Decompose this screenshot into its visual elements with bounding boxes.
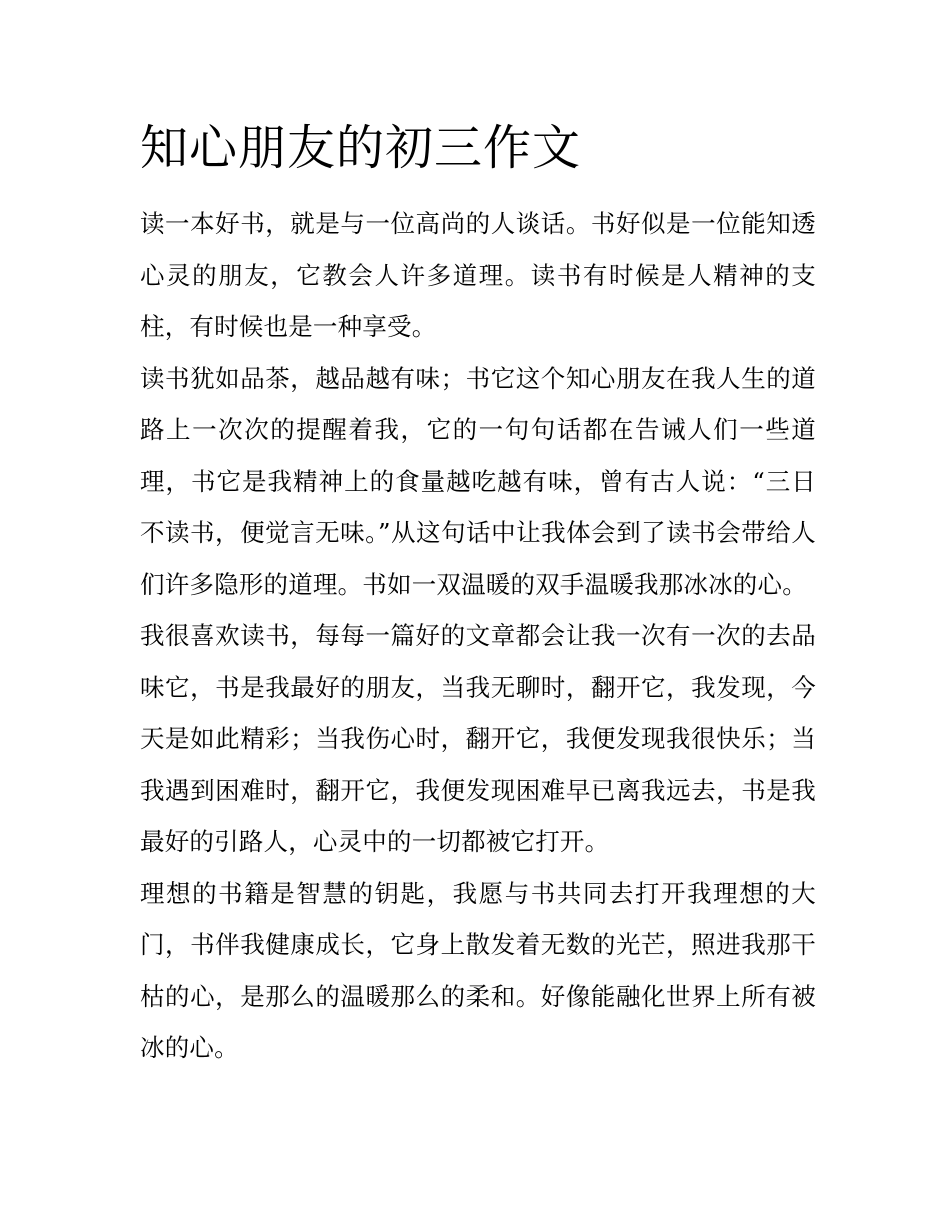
paragraph: 我很喜欢读书，每每一篇好的文章都会让我一次有一次的去品味它，书是我最好的朋友，当我无聊时，翻开它，我发现，今天是如此精彩；当我伤心时，翻开它，我便发现我很快乐；当我遇到困难时，翻开它，我便发现困难早已离我远去，书是我最好的引路人，心灵中的一切都被它打开。: [140, 621, 816, 856]
paragraph: 理想的书籍是智慧的钥匙，我愿与书共同去打开我理想的大门，书伴我健康成长，它身上散发着无数的光芒，照进我那干枯的心，是那么的温暖那么的柔和。好像能融化世界上所有被冰的心。: [140, 878, 816, 1062]
document-page: [140, 112, 816, 1074]
document-body: [140, 198, 816, 1074]
paragraph: 读一本好书，就是与一位高尚的人谈话。书好似是一位能知透心灵的朋友，它教会人许多道理。读书有时候是人精神的支柱，有时候也是一种享受。: [140, 209, 816, 341]
paragraph: 读书犹如品茶，越品越有味；书它这个知心朋友在我人生的道路上一次次的提醒着我，它的一句句话都在告诫人们一些道理，书它是我精神上的食量越吃越有味，曾有古人说：“三日不读书，便觉言无味。”从这句话中让我体会到了读书会带给人们许多隐形的道理。书如一双温暖的双手温暖我那冰冰的心。: [140, 363, 816, 599]
document-title: 知心朋友的初三作文: [140, 120, 582, 176]
